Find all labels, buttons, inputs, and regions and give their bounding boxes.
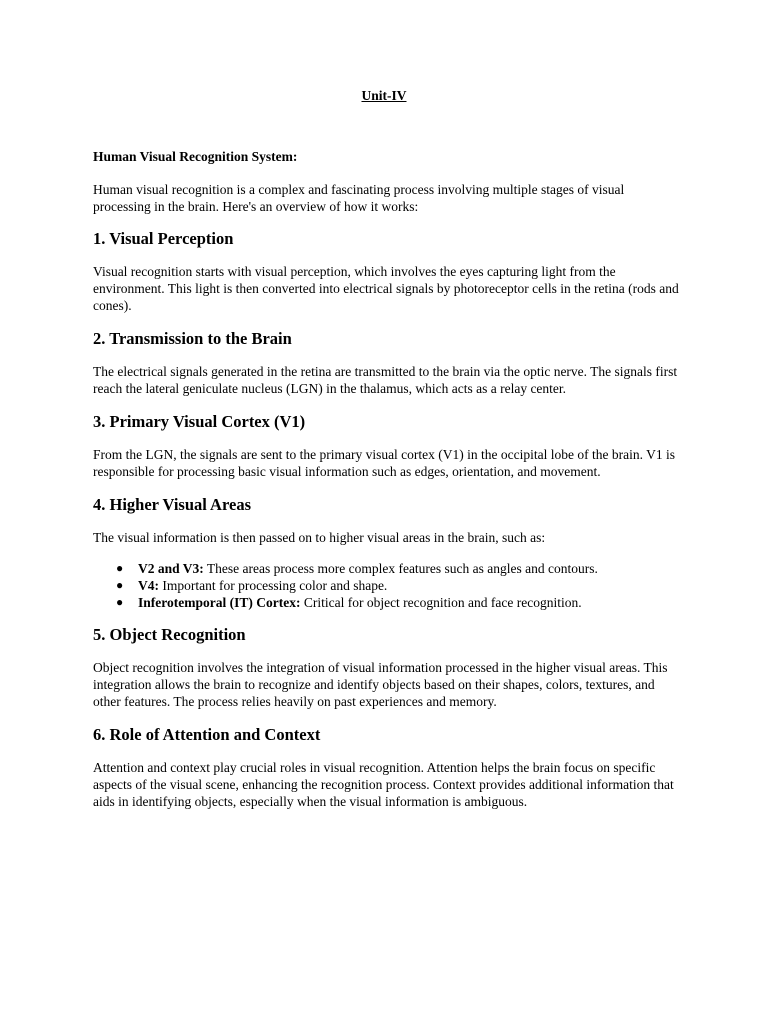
document-content [93,148,683,825]
list-item-text: These areas process more complex features such as angles and contours. [203,561,598,576]
bullet-icon: ● [116,561,124,575]
list-item-text: Critical for object recognition and face recognition. [300,595,582,610]
unit-title: Unit-IV [361,88,407,103]
bullet-list [93,560,683,611]
list-item-term: V4: [138,578,159,593]
section-body-primary-visual-cortex: From the LGN, the signals are sent to the primary visual cortex (V1) in the occipital lobe of the brain. V1 is responsible for processing basic visual information such as edges, orientation, and movement. [93,447,675,479]
section-title-attention-context: 6. Role of Attention and Context [93,725,321,744]
section-title-primary-visual-cortex: 3. Primary Visual Cortex (V1) [93,412,306,431]
section-body-higher-visual-areas: The visual information is then passed on to higher visual areas in the brain, such as: [93,530,546,545]
list-item [116,594,683,611]
section-body-visual-perception: Visual recognition starts with visual perception, which involves the eyes capturing light from the environment. This light is then converted into electrical signals by photoreceptor cells in the retina (rods and cones). [93,264,679,313]
intro-paragraph: Human visual recognition is a complex and fascinating process involving multiple stages of visual processing in the brain. Here's an overview of how it works: [93,182,625,214]
list-item [116,560,683,577]
section-body-transmission: The electrical signals generated in the retina are transmitted to the brain via the optic nerve. The signals first reach the lateral geniculate nucleus (LGN) in the thalamus, which acts as a relay center. [93,364,678,396]
section-body-object-recognition: Object recognition involves the integration of visual information processed in the higher visual areas. This integration allows the brain to recognize and identify objects based on their shapes, colors, textures, and other features. The process relies heavily on past experiences and memory. [93,660,668,709]
list-item-text: Important for processing color and shape. [159,578,388,593]
document-heading: Human Visual Recognition System: [93,149,298,164]
list-item [116,577,683,594]
list-item-term: V2 and V3: [138,561,204,576]
section-title-higher-visual-areas: 4. Higher Visual Areas [93,495,251,514]
section-title-visual-perception: 1. Visual Perception [93,229,234,248]
bullet-icon: ● [116,578,124,592]
section-title-object-recognition: 5. Object Recognition [93,625,246,644]
section-body-attention-context: Attention and context play crucial roles in visual recognition. Attention helps the brain focus on specific aspects of the visual scene, enhancing the recognition process. Context provides additional information that aids in identifying objects, especially when the visual information is ambiguous. [93,760,674,809]
section-title-transmission: 2. Transmission to the Brain [93,329,292,348]
list-item-term: Inferotemporal (IT) Cortex: [138,595,301,610]
bullet-icon: ● [116,595,124,609]
